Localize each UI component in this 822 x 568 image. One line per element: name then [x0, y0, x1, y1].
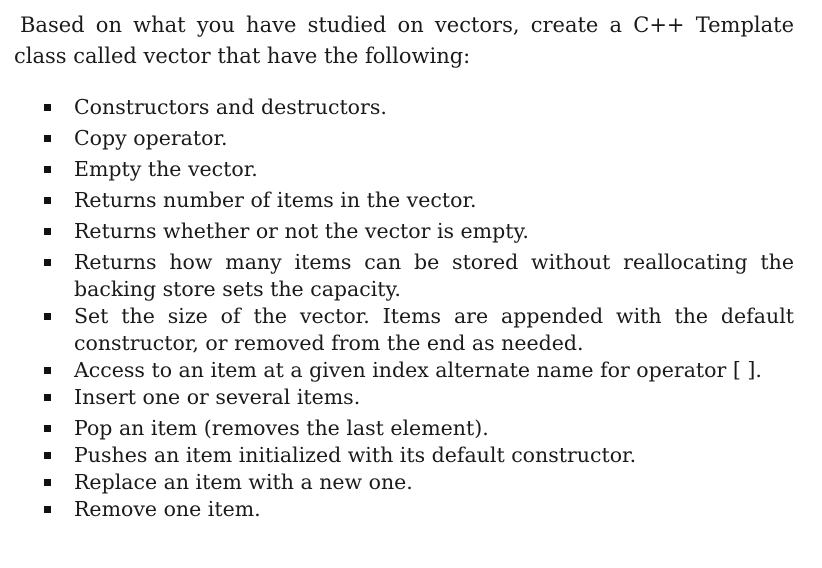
list-item [14, 496, 794, 523]
square-bullet-icon [44, 313, 51, 320]
list-item-text: Pop an item (removes the last element). [74, 416, 489, 440]
list-item-text: Replace an item with a new one. [74, 470, 413, 494]
square-bullet-icon [44, 197, 51, 204]
square-bullet-icon [44, 506, 51, 513]
list-item-text: Returns how many items can be stored without reallocating the backing store sets the capacity. [74, 250, 794, 301]
list-item [14, 94, 794, 121]
square-bullet-icon [44, 228, 51, 235]
list-item [14, 442, 794, 469]
list-item [14, 249, 794, 303]
list-item [14, 218, 794, 245]
list-item-text: Empty the vector. [74, 157, 258, 181]
intro-text: Based on what you have studied on vectors, create a C++ Template class called vector that have the following: [14, 13, 794, 68]
list-item [14, 187, 794, 214]
document [14, 10, 794, 523]
list-item [14, 415, 794, 442]
list-item-text: Insert one or several items. [74, 385, 361, 409]
list-item-text: Pushes an item initialized with its default constructor. [74, 443, 637, 467]
list-item-text: Constructors and destructors. [74, 95, 387, 119]
list-item [14, 303, 794, 357]
list-item-text: Remove one item. [74, 497, 261, 521]
list-item [14, 357, 794, 384]
intro-paragraph [14, 10, 794, 72]
list-item [14, 156, 794, 183]
list-item [14, 469, 794, 496]
list-item [14, 125, 794, 152]
list-item-text: Set the size of the vector. Items are appended with the default constructor, or removed from the end as needed. [74, 304, 794, 355]
list-item [14, 384, 794, 411]
square-bullet-icon [44, 259, 51, 266]
requirements-list [14, 94, 794, 523]
list-item-text: Access to an item at a given index alternate name for operator [ ]. [74, 358, 762, 382]
square-bullet-icon [44, 452, 51, 459]
square-bullet-icon [44, 104, 51, 111]
list-item-text: Returns number of items in the vector. [74, 188, 477, 212]
square-bullet-icon [44, 394, 51, 401]
list-item-text: Copy operator. [74, 126, 228, 150]
square-bullet-icon [44, 166, 51, 173]
square-bullet-icon [44, 367, 51, 374]
square-bullet-icon [44, 425, 51, 432]
list-item-text: Returns whether or not the vector is empty. [74, 219, 529, 243]
square-bullet-icon [44, 479, 51, 486]
square-bullet-icon [44, 135, 51, 142]
